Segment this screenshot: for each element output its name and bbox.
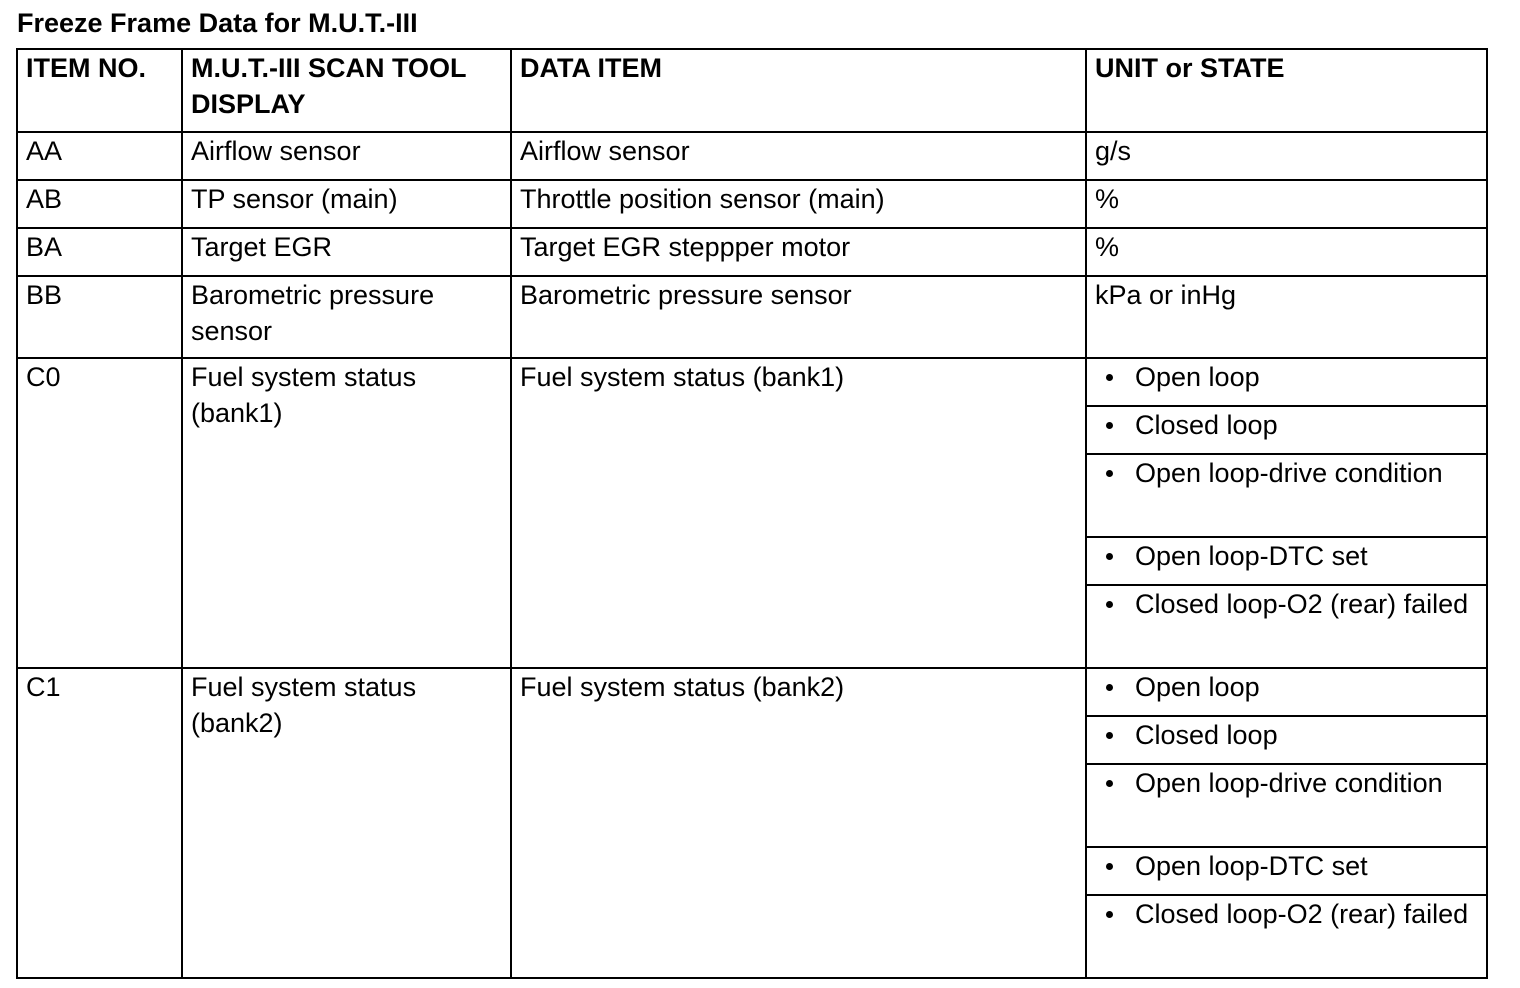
data-item-cell: Throttle position sensor (main): [511, 180, 1086, 228]
display-cell: Target EGR: [182, 228, 511, 276]
state-bullet-item: Open loop-DTC set: [1086, 537, 1487, 585]
state-bullet-item: Closed loop-O2 (rear) failed: [1086, 585, 1487, 668]
table-row: [17, 358, 1487, 406]
data-item-cell: Fuel system status (bank2): [511, 668, 1086, 978]
item-no-cell: BA: [17, 228, 182, 276]
item-no-cell: C1: [17, 668, 182, 978]
state-bullet-item: Closed loop: [1086, 716, 1487, 764]
display-cell: Barometric pressure sensor: [182, 276, 511, 358]
header-scan-tool-display: M.U.T.-III SCAN TOOL DISPLAY: [182, 49, 511, 132]
state-bullet-item: Open loop-drive condition: [1086, 764, 1487, 847]
header-item-no: ITEM NO.: [17, 49, 182, 132]
state-bullet-item: Open loop: [1086, 668, 1487, 716]
header-data-item: DATA ITEM: [511, 49, 1086, 132]
display-cell: Airflow sensor: [182, 132, 511, 180]
unit-cell: %: [1086, 228, 1487, 276]
state-bullet-item: Closed loop-O2 (rear) failed: [1086, 895, 1487, 978]
table-row: [17, 668, 1487, 716]
display-cell: TP sensor (main): [182, 180, 511, 228]
state-bullet-item: Open loop: [1086, 358, 1487, 406]
display-cell: Fuel system status (bank1): [182, 358, 511, 668]
state-bullet-item: Open loop-DTC set: [1086, 847, 1487, 895]
display-cell: Fuel system status (bank2): [182, 668, 511, 978]
table-row: [17, 180, 1487, 228]
freeze-frame-table: [16, 48, 1488, 979]
item-no-cell: BB: [17, 276, 182, 358]
data-item-cell: Target EGR steppper motor: [511, 228, 1086, 276]
data-item-cell: Barometric pressure sensor: [511, 276, 1086, 358]
data-item-cell: Airflow sensor: [511, 132, 1086, 180]
item-no-cell: AB: [17, 180, 182, 228]
table-header-row: [17, 49, 1487, 132]
table-row: [17, 276, 1487, 358]
page-title: Freeze Frame Data for M.U.T.-III: [17, 8, 418, 38]
state-bullet-item: Closed loop: [1086, 406, 1487, 454]
table-row: [17, 228, 1487, 276]
unit-cell: kPa or inHg: [1086, 276, 1487, 358]
table-row: [17, 132, 1487, 180]
header-unit-or-state: UNIT or STATE: [1086, 49, 1487, 132]
state-bullet-item: Open loop-drive condition: [1086, 454, 1487, 537]
data-item-cell: Fuel system status (bank1): [511, 358, 1086, 668]
unit-cell: %: [1086, 180, 1487, 228]
item-no-cell: AA: [17, 132, 182, 180]
item-no-cell: C0: [17, 358, 182, 668]
unit-cell: g/s: [1086, 132, 1487, 180]
